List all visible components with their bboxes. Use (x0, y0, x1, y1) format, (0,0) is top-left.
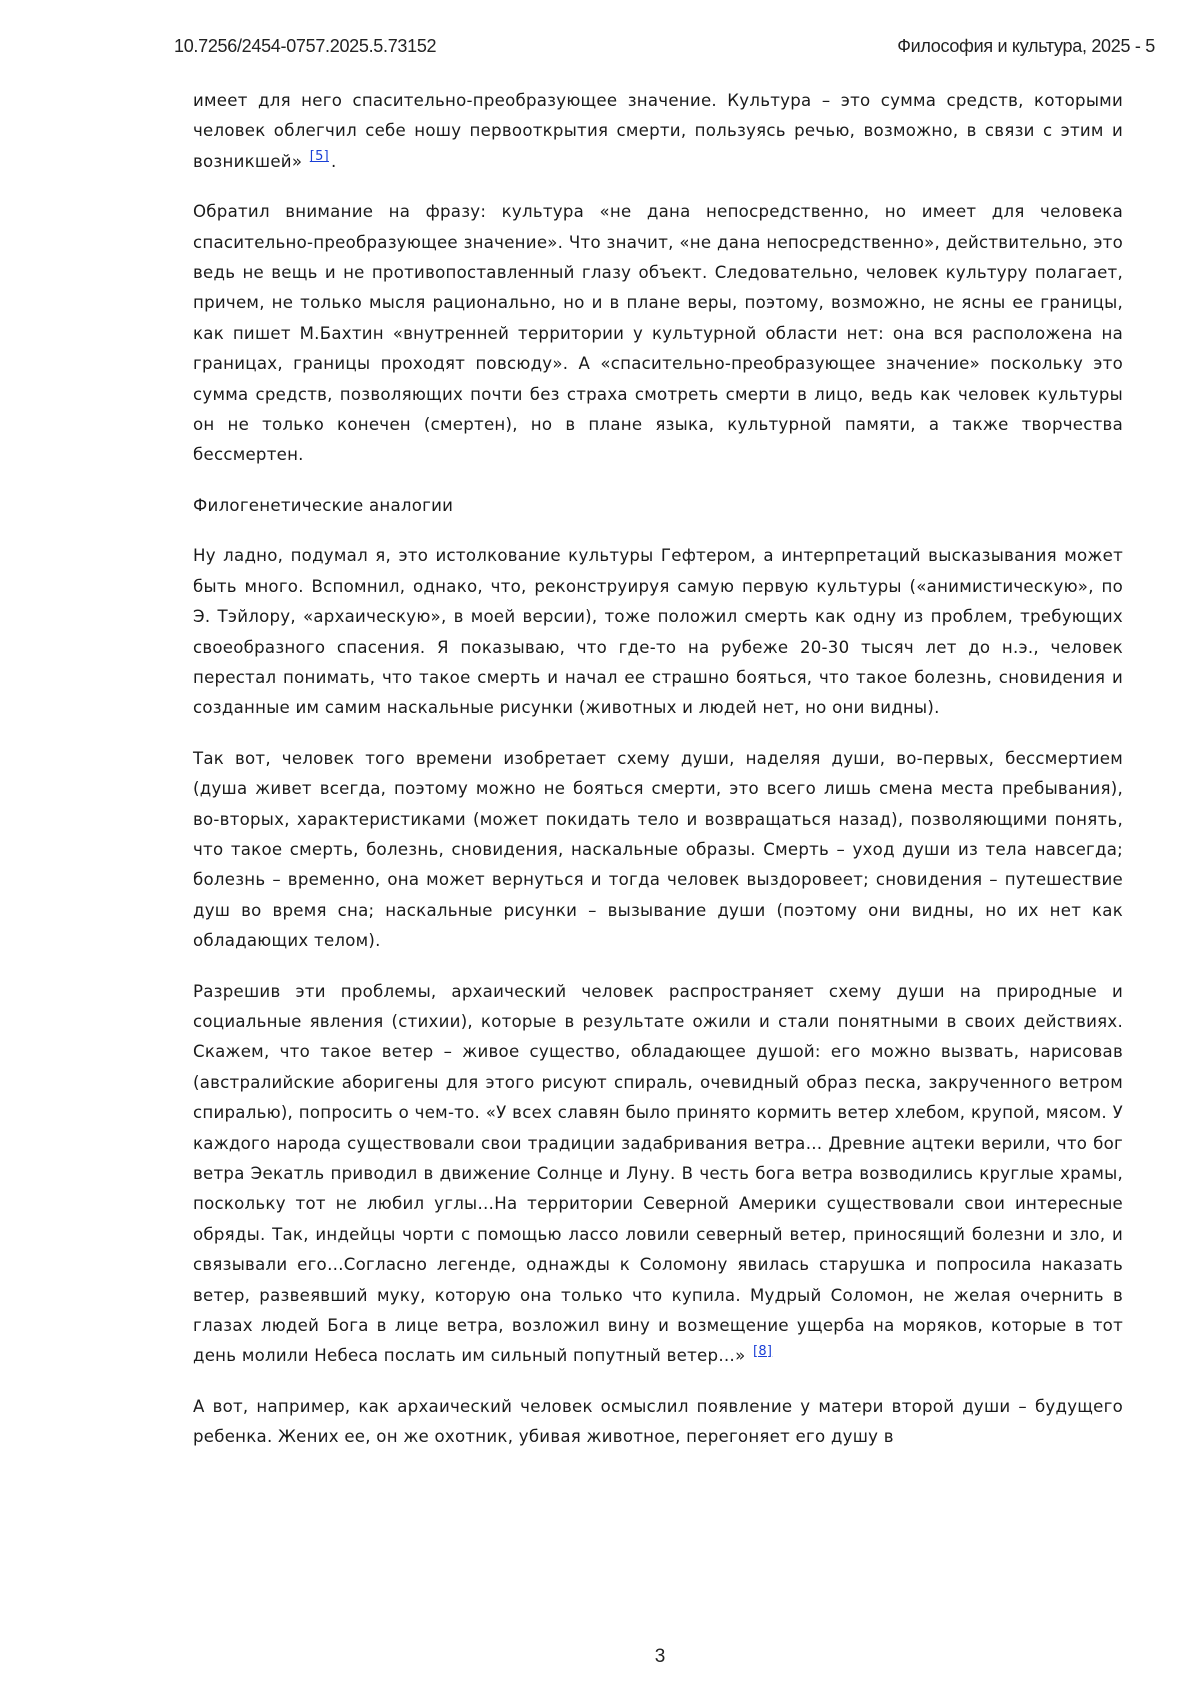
footnote-link-8[interactable]: [8] (753, 1343, 773, 1359)
paragraph-1 (193, 86, 1123, 177)
section-heading: Филогенетические аналогии (193, 495, 454, 515)
paragraph-text: имеет для него спасительно-преобразующее значение. Культура – это сумма средств, которыми человек облегчил себе ношу первооткрытия смерти, пользуясь речью, возможно, в связи с этим и возникшей» (193, 91, 1123, 171)
paragraph-4: Так вот, человек того времени изобретает схему души, наделяя души, во-первых, бессмертием (душа живет всегда, поэтому можно не бояться смерти, это всего лишь смена места пребывания), во-вторых, характеристиками (может покидать тело и возвращаться назад), позволяющими понять, что такое смерть, болезнь, сновидения, наскальные образы. Смерть – уход души из тела навсегда; болезнь – временно, она может вернуться и тогда человек выздоровеет; сновидения – путешествие душ во время сна; наскальные рисунки – вызывание души (поэтому они видны, но их нет как обладающих телом). (193, 748, 1123, 951)
paragraph-tail: . (330, 151, 337, 171)
paragraph-6: А вот, например, как архаический человек осмыслил появление у матери второй души – будущего ребенка. Жених ее, он же охотник, убивая животное, перегоняет его душу в (193, 1396, 1123, 1447)
doi-label: 10.7256/2454-0757.2025.5.73152 (174, 36, 437, 56)
paragraph-3: Ну ладно, подумал я, это истолкование культуры Гефтером, а интерпретаций высказывания может быть много. Вспомнил, однако, что, реконструируя самую первую культуры («анимистическую», по Э. Тэйлору, «архаическую», в моей версии), тоже положил смерть как одну из проблем, требующих своеобразного спасения. Я показываю, что где-то на рубеже 20-30 тысяч лет до н.э., человек перестал понимать, что такое смерть и начал ее страшно бояться, что такое болезнь, сновидения и созданные им самим наскальные рисунки (животных и людей нет, но они видны). (193, 546, 1123, 718)
journal-label: Философия и культура, 2025 - 5 (897, 36, 1155, 56)
article-body (193, 86, 1123, 1473)
footnote-link-5[interactable]: [5] (309, 149, 329, 165)
paragraph-2: Обратил внимание на фразу: культура «не дана непосредственно, но имеет для человека спасительно-преобразующее значение». Что значит, «не дана непосредственно», действительно, это ведь не вещь и не противопоставленный глазу объект. Следовательно, человек культуру полагает, причем, не только мысля рационально, но и в плане веры, поэтому, возможно, не ясны ее границы, как пишет М.Бахтин «внутренней территории у культурной области нет: она вся расположена на границах, границы проходят повсюду». А «спасительно-преобразующее значение» поскольку это сумма средств, позволяющих почти без страха смотреть смерти в лицо, ведь как человек культуры он не только конечен (смертен), но в плане языка, культурной памяти, а также творчества бессмертен. (193, 202, 1123, 465)
paragraph-5 (193, 977, 1123, 1372)
page-number: 3 (654, 1646, 666, 1667)
paragraph-text: Разрешив эти проблемы, архаический человек распространяет схему души на природные и социальные явления (стихии), которые в результате ожили и стали понятными в своих действиях. Скажем, что такое ветер – живое существо, обладающее душой: его можно вызвать, нарисовав (австралийские аборигены для этого рисуют спираль, очевидный образ песка, закрученного ветром спиралью), попросить о чем-то. «У всех славян было принято кормить ветер хлебом, крупой, мясом. У каждого народа существовали свои традиции задабривания ветра… Древние ацтеки верили, что бог ветра Эекатль приводил в движение Солнце и Луну. В честь бога ветра возводились круглые храмы, поскольку тот не любил углы…На территории Северной Америки существовали свои интересные обряды. Так, индейцы чорти с помощью лассо ловили северный ветер, приносящий болезни и зло, и связывали его…Согласно легенде, однажды к Соломону явилась старушка и попросила наказать ветер, развеявший муку, которую она только что купила. Мудрый Соломон, не желая очернить в глазах людей Бога в лице ветра, возложил вину и возмещение ущерба на моряков, которые в тот день молили Небеса послать им сильный попутный ветер…» (193, 981, 1123, 1366)
page-header (174, 36, 1155, 62)
